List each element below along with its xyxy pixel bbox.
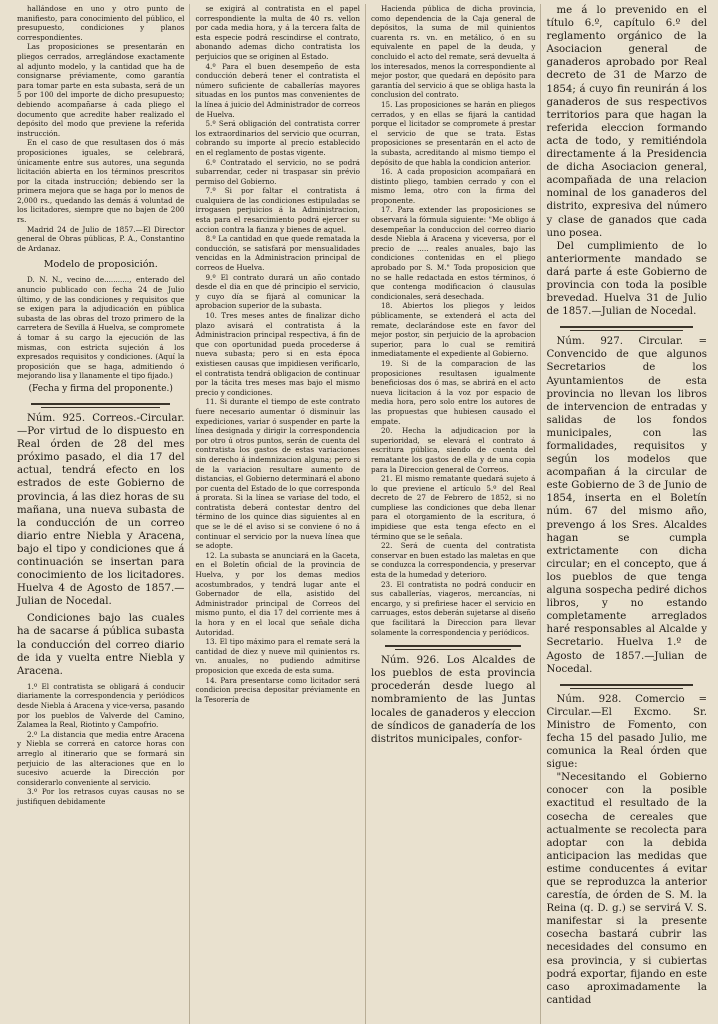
condition-16: 16. A cada proposicion acompañará en distinto pliego, tambien cerrado y con el mismo lema, otro con la firma del proponente. (370, 167, 536, 205)
paragraph: se exigirá al contratista en el papel correspondiente la multa de 40 rs. vellon por cada media hora, y á la tercera falta de esta especie podrá rescindirse el contrato, abonando ademas dicho contratista los perjuicios que se originen al Estado. (195, 4, 360, 61)
paragraph: hallándose en uno y otro punto de manifiesto, para conocimiento del público, el presupuesto, condiciones y planos correspondientes. (17, 4, 185, 42)
paragraph: Madrid 24 de Julio de 1857.—El Director general de Obras públicas, P. A., Constantino de Ardanaz. (17, 224, 185, 253)
condition-19: 19. Si de la comparacion de las proposiciones resultasen igualmente beneficiosas dos ó mas, se abrirá en el acto nueva licitacion á la voz por espacio de media hora, pero solo entre los autores de las propuestas que hubiesen causado el empate. (370, 358, 536, 426)
section-divider (385, 645, 522, 647)
condition-18: 18. Abiertos los pliegos y leidos públicamente, se extenderá el acta del remate, declarándose este en favor del mejor postor, sin perjuicio de la aprobacion superior, para lo cual se remitirá inmediatamente el expediente al Gobierno. (370, 301, 536, 359)
condition-11: 11. Si durante el tiempo de este contrato fuere necesario aumentar ó disminuir las expediciones, variar ó suspender en parte la línea designada y dirigir la correspondencia por otro ú otros puntos, serán de cuenta del contratista los gastos de estas variaciones sin derecho á indemnizacion alguna; pero si de la variacion resultare aumento de distancias, el Gobierno determinará el abono por cuenta del Estado de lo que corresponda á prorata. Si la línea se variase del todo, el contratista deberá contestar dentro del término de los quince dias siguientes al en que se le dé el aviso si se conviene ó no á continuar el servicio por la nueva línea que se adopte. (195, 397, 360, 551)
condition-10: 10. Tres meses antes de finalizar dicho plazo avisará el contratista á la Administracion principal respectiva, á fin de que con oportunidad pueda procederse á nueva subasta; pero si en esta época existiesen causas que impidiesen verificarlo, el contratista tendrá obligacion de continuar por la tácita tres meses mas bajo el mismo precio y condiciones. (195, 311, 360, 397)
section-divider (560, 326, 693, 328)
condition-5: 5.º Será obligación del contratista correr los extraordinarios del servicio que ocurran, cobrando su importe al precio establecido en el reglamento de postas vigente. (195, 119, 360, 157)
condition-22: 22. Será de cuenta del contratista conservar en buen estado las maletas en que se conduzca la correspondencia, y preservar esta de la humedad y deterioro. (370, 541, 536, 580)
signature-line: (Fecha y firma del proponente.) (28, 383, 173, 394)
conditions-heading: Condiciones bajo las cuales ha de sacarse á pública subasta la conducción del correo diario de ida y vuelta entre Niebla y Aracena. (17, 613, 185, 677)
condition-20: 20. Hecha la adjudicacion por la superioridad, se elevará el contrato á escritura pública, siendo de cuenta del rematante los gastos de ella y de una copia para la Direccion general de Correos. (370, 426, 536, 474)
notice-928: Núm. 928. Comercio = Circular.—El Excmo. Sr. Ministro de Fomento, con fecha 15 del pasado Julio, me comunica la Real órden que sigue: (546, 693, 707, 771)
condition-6: 6.º Contratado el servicio, no se podrá subarrendar, ceder ni traspasar sin prévio permiso del Gobierno. (195, 157, 360, 186)
column-1 (12, 4, 190, 1024)
paragraph: Hacienda pública de dicha provincia, como dependencia de la Caja general de depósitos, la suma de mil quinientos cuarenta rs. vn. en metálico, ó en su equivalente en papel de la deuda, y concluido el acto del remate, será devuelta á los interesados, menos la correspondiente al mejor postor, que quedará en depósito para garantía del servicio á que se obliga hasta la conclusion del contrato. (370, 4, 536, 100)
paragraph: Del cumplimiento de lo anteriormente mandado se dará parte á este Gobierno de provincia con toda la posible brevedad. Huelva 31 de Julio de 1857.—Julian de Nocedal. (546, 240, 707, 318)
section-divider (560, 684, 693, 686)
condition-4: 4.º Para el buen desempeño de esta conducción deberá tener el contratista el número suficiente de caballerías mayores situadas en los puntos mas convenientes de la línea á juicio del Administrador de correos de Huelva. (195, 61, 360, 119)
condition-23: 23. El contratista no podrá conducir en sus caballerías, viageros, mercancías, ni encargo, y si prefiriese hacer el servicio en carruages, estos deberán sujetarse al diseño que facilitará la Direccion para llevar solamente la correspondencia y periódicos. (370, 579, 536, 637)
condition-9: 9.º El contrato durará un año contado desde el dia en que dé principio el servicio, y cuyo día se fijará al comunicar la aprobacion superior de la subasta. (195, 272, 360, 311)
notice-927: Núm. 927. Circular. = Convencido de que algunos Secretarios de los Ayuntamientos de esta provincia no llevan los libros de intervencion de entradas y salidas de los fondos municipales, con las formalidades, requisitos y según los modelos que acompañan á la circular de este Gobierno de 3 de Junio de 1854, inserta en el Boletín núm. 67 del mismo año, prevengo á los Sres. Alcaldes hagan se cumpla extrictamente con dicha circular; en el concepto, que á los pueblos de que tenga alguna sospecha pediré dichos libros, y no estando completamente arreglados haré responsables al Alcalde y Secretario. Huelva 1.º de Agosto de 1857.—Julian de Nocedal. (546, 336, 707, 675)
notice-928-body: "Necesitando el Gobierno conocer con la posible exactitud el resultado de la cosecha de cereales que actualmente se recolecta para adoptar con la debida anticipacion las medidas que estime conducentes á evitar que se reproduzca la anterior carestía, de órden de S. M. la Reina (q. D. g.) se servirá V. S. manifestar si la presente cosecha bastará cubrir las necesidades del consumo en esa provincia, y si cubiertas podrá exportar, fijando en este caso aproximadamente la cantidad (546, 772, 707, 1006)
condition-1: 1.º El contratista se obligará á conducir diariamente la correspondencia y periódicos desde Niebla á Aracena y vice-versa, pasando por los pueblos de Valverde del Camino, Zalamea la Real, Riotinto y Campofrio. (17, 681, 185, 730)
condition-17: 17. Para extender las proposiciones se observará la fórmula siguiente: "Me obligo á desempeñar la conduccion del correo diario desde Niebla á Aracena y viceversa, por el precio de ..... reales anuales, bajo las condiciones contenidas en el pliego aprobado por S. M." Toda proposicion que no se halle redactada en estos términos, ó que contenga modificacion ó clausulas condicionales, será desechada. (370, 205, 536, 301)
column-3 (366, 4, 542, 1024)
column-2 (190, 4, 366, 1024)
condition-15: 15. Las proposiciones se harán en pliegos cerrados, y en ellas se fijará la cantidad porque el licitador se compromete á prestar el servicio de que se trata. Estas proposiciones se presentarán en el acto de la subasta, acreditando al mismo tiempo el depósito de que habla la condicion anterior. (370, 99, 536, 167)
condition-7: 7.º Si por faltar el contratista á cualquiera de las condiciones estipuladas se irrogasen perjuicios á la Administracion, esta para el resarcimiento podrá ejercer su accion contra la fianza y bienes de aquel. (195, 186, 360, 234)
paragraph: En el caso de que resultasen dos ó más proposiciones iguales, se celebrará, únicamente entre sus autores, una segunda licitación abierta en los términos prescritos por la citada instrucción; debiendo ser la primera mejora que se haga por lo menos de 2,000 rs., quedando las demás á voluntad de los licitadores, siempre que no bajen de 200 rs. (17, 138, 185, 225)
condition-3: 3.º Por los retrasos cuyas causas no se justifiquen debidamente (17, 787, 185, 806)
notice-925: Núm. 925. Correos.-Circular.—Por virtud de lo dispuesto en Real órden de 28 del mes próximo pasado, el dia 17 del actual, tendrá efecto en los estrados de este Gobierno de provincia, á las diez horas de su mañana, una nueva subasta de la conducción de un correo diario entre Niebla y Aracena, bajo el tipo y condiciones que á continuación se insertan para conocimiento de los licitadores. Huelva 4 de Agosto de 1857.—Julian de Nocedal. (17, 412, 185, 608)
paragraph: me á lo prevenido en el título 6.º, capítulo 6.º del reglamento orgánico de la Asociacion general de ganaderos aprobado por Real decreto de 31 de Marzo de 1854; á cuyo fin reunirán á los ganaderos de sus respectivos territorios para que hagan la referida eleccion formando acta de todo, y remitiéndola directamente á la Presidencia de dicha Asociacion general, acompañada de una relacion nominal de los ganaderos del distrito, expresiva del número y clase de ganados que cada uno posea. (546, 5, 707, 239)
condition-2: 2.º La distancia que media entre Aracena y Niebla se correrá en catorce horas con arreglo al itinerario que se formará sin perjuicio de las alteraciones que en lo sucesivo acuerde la Dirección por considerarlo conveniente al servicio. (17, 729, 185, 787)
section-title: Modelo de proposición. (43, 259, 158, 271)
condition-21: 21. El mismo rematante quedará sujeto á lo que previene el artículo 5.º del Real decreto de 27 de Febrero de 1852, si no cumpliese las condiciones que deba llenar para el otorgamiento de la escritura, ó impidiese que esta tenga efecto en el término que se le señala. (370, 474, 536, 541)
section-divider (31, 403, 170, 405)
condition-12: 12. La subasta se anunciará en la Gaceta, en el Boletín oficial de la provincia de Huelva, y por los demas medios acostumbrados, y tendrá lugar ante el Gobernador de ella, asistido del Administrador principal de Correos del mismo punto, el dia 17 del corriente mes á la hora y en el local que señale dicha Autoridad. (195, 550, 360, 637)
notice-926: Núm. 926. Los Alcaldes de los pueblos de esta provincia procederán desde luego al nombramiento de las Juntas locales de ganaderos y eleccion de síndicos de ganadería de los distritos municipales, confor- (370, 655, 536, 745)
paragraph: D. N. N., vecino de..........., enterado del anuncio publicado con fecha 24 de Julio último, y de las condiciones y requisitos que se exigen para la adjudicación en pública subasta de las obras del trozo primero de la carretera de Sevilla á Huelva, se compromete á tomar á su cargo la ejecución de las mismas, con estricta sujeción á los expresados requisitos y condiciones. (Aquí la proposición que se haga, admitiendo ó mejorando lisa y llanamente el tipo fijado.) (17, 275, 185, 381)
column-4 (541, 4, 712, 1024)
condition-13: 13. El tipo máximo para el remate será la cantidad de diez y nueve mil quinientos rs. vn. anuales, no pudiendo admitirse proposicion que exceda de esta suma. (195, 637, 360, 675)
condition-8: 8.º La cantidad en que quede rematada la conducción, se satisfará por mensualidades vencidas en la Administracion principal de correos de Huelva. (195, 234, 360, 273)
condition-14: 14. Para presentarse como licitador será condicion precisa depositar préviamente en la Tesorería de (195, 675, 360, 704)
paragraph: Las proposiciones se presentarán en pliegos cerrados, arreglándose exactamente al adjunto modelo, y la cantidad que ha de consignarse préviamente, como garantía para tomar parte en esta subasta, será de un 5 por 100 del importe de dicho presupuesto; debiendo acompañarse á cada pliego el documento que acredite haber realizado el depósito del modo que previene la referida instrucción. (17, 42, 185, 138)
